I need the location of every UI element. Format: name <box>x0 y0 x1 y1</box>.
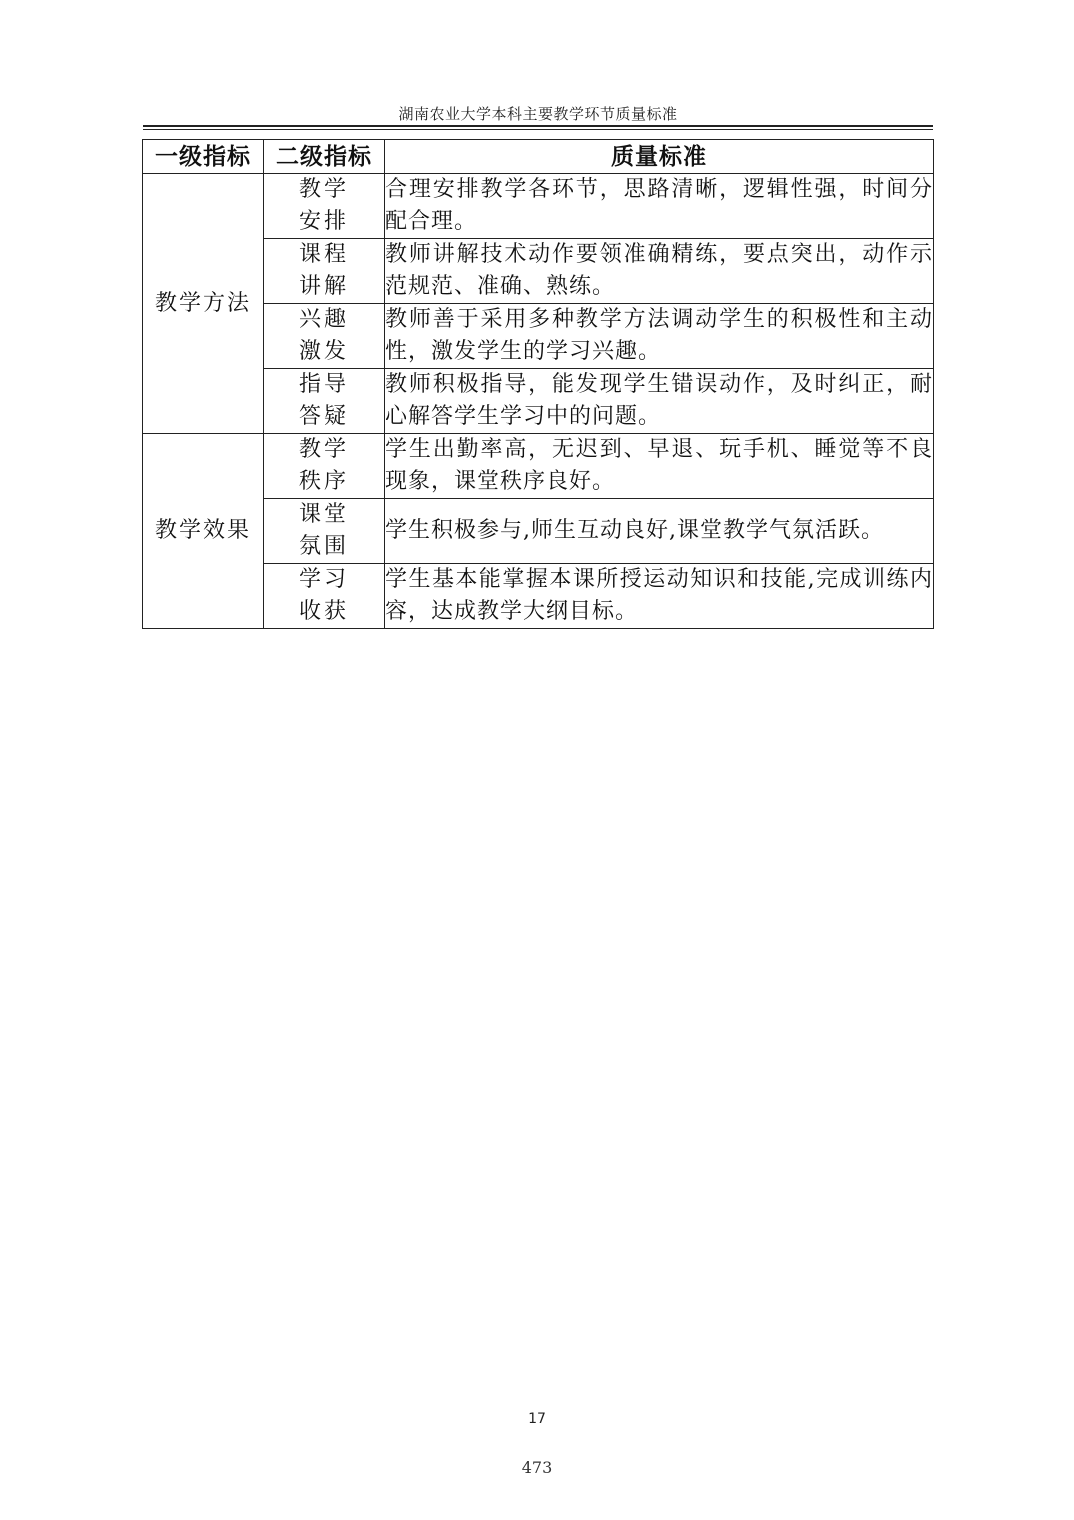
secondary-indicator-line: 教学 <box>298 437 349 462</box>
table-row <box>143 434 934 499</box>
secondary-indicator-line: 安排 <box>298 209 349 234</box>
folio-number: 473 <box>521 1458 553 1477</box>
header-rule <box>143 125 933 127</box>
running-header-title: 湖南农业大学本科主要教学环节质量标准 <box>398 105 678 123</box>
page-number: 17 <box>528 1411 546 1427</box>
secondary-indicator-line: 答疑 <box>298 404 349 429</box>
secondary-indicator-line: 氛围 <box>298 534 349 559</box>
table-row <box>143 174 934 239</box>
secondary-indicator-line: 收获 <box>298 599 349 624</box>
secondary-indicator-cell <box>264 239 385 304</box>
quality-standard-cell: 学生出勤率高，无迟到、早退、玩手机、睡觉等不良现象，课堂秩序良好。 <box>385 434 934 499</box>
secondary-indicator-cell <box>264 369 385 434</box>
secondary-indicator-line: 讲解 <box>298 274 349 299</box>
column-header-primary-indicator: 一级指标 <box>143 140 264 174</box>
secondary-indicator-line: 学习 <box>298 567 349 592</box>
primary-indicator-cell: 教学效果 <box>143 434 264 629</box>
secondary-indicator-cell <box>264 304 385 369</box>
quality-standard-cell: 教师积极指导，能发现学生错误动作，及时纠正，耐心解答学生学习中的问题。 <box>385 369 934 434</box>
secondary-indicator-cell <box>264 434 385 499</box>
quality-standard-cell: 教师讲解技术动作要领准确精练，要点突出，动作示范规范、准确、熟练。 <box>385 239 934 304</box>
secondary-indicator-cell <box>264 174 385 239</box>
secondary-indicator-line: 激发 <box>298 339 349 364</box>
primary-indicator-cell: 教学方法 <box>143 174 264 434</box>
quality-standard-cell: 教师善于采用多种教学方法调动学生的积极性和主动性，激发学生的学习兴趣。 <box>385 304 934 369</box>
secondary-indicator-cell <box>264 499 385 564</box>
header-rule-secondary <box>143 129 933 130</box>
quality-standard-table <box>142 139 934 629</box>
secondary-indicator-line: 教学 <box>298 177 349 202</box>
column-header-secondary-indicator: 二级指标 <box>264 140 385 174</box>
table-header-row <box>143 140 934 174</box>
secondary-indicator-line: 指导 <box>298 372 349 397</box>
secondary-indicator-cell <box>264 564 385 629</box>
quality-standard-cell: 学生基本能掌握本课所授运动知识和技能,完成训练内容，达成教学大纲目标。 <box>385 564 934 629</box>
quality-standard-cell: 学生积极参与,师生互动良好,课堂教学气氛活跃。 <box>385 499 934 564</box>
secondary-indicator-line: 秩序 <box>298 469 349 494</box>
secondary-indicator-line: 兴趣 <box>298 307 349 332</box>
secondary-indicator-line: 课程 <box>298 242 349 267</box>
quality-standard-cell: 合理安排教学各环节，思路清晰，逻辑性强，时间分配合理。 <box>385 174 934 239</box>
secondary-indicator-line: 课堂 <box>298 502 349 527</box>
column-header-quality-standard: 质量标准 <box>385 140 934 174</box>
